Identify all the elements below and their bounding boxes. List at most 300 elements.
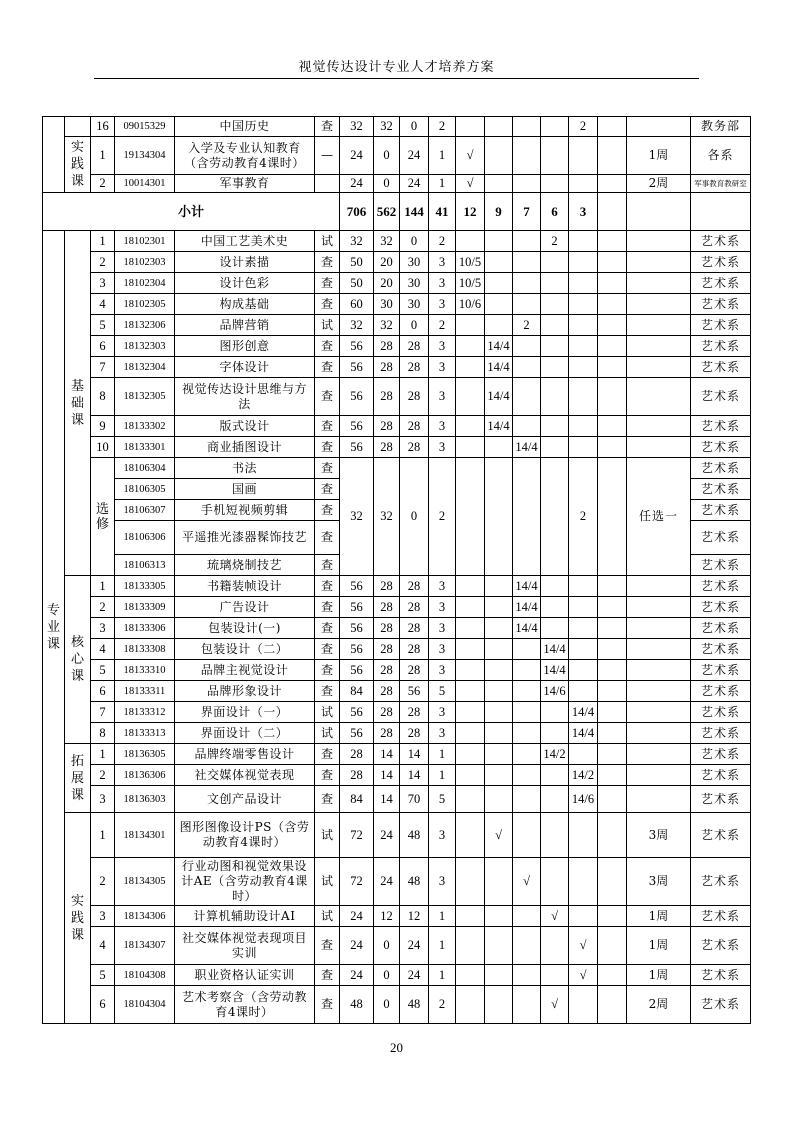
total-hours: 84 — [340, 786, 374, 813]
semester-6 — [598, 660, 627, 681]
category-professional — [43, 231, 65, 1024]
note — [627, 786, 691, 813]
semester-4 — [541, 597, 569, 618]
course-no: 3 — [91, 273, 115, 294]
assessment-type: 查 — [315, 437, 340, 458]
semester-3 — [513, 660, 541, 681]
semester-4 — [541, 378, 569, 416]
course-code: 18132303 — [115, 336, 175, 357]
semester-4 — [541, 576, 569, 597]
practice-hours: 28 — [400, 597, 429, 618]
semester-3 — [513, 786, 541, 813]
credits: 1 — [429, 965, 456, 986]
total-hours: 56 — [340, 336, 374, 357]
semester-2 — [485, 702, 513, 723]
semester-1: √ — [456, 175, 485, 193]
semester-5: √ — [569, 927, 598, 965]
course-code: 18133313 — [115, 723, 175, 744]
semester-1 — [456, 765, 485, 786]
credits: 3 — [429, 336, 456, 357]
semester-1 — [456, 639, 485, 660]
practice-hours: 0 — [400, 117, 429, 137]
elective-semester-1 — [456, 458, 485, 576]
semester-5 — [569, 858, 598, 906]
semester-3 — [513, 906, 541, 927]
total-hours: 56 — [340, 618, 374, 639]
semester-6 — [598, 723, 627, 744]
theory-hours: 32 — [374, 117, 400, 137]
assessment-type: 查 — [315, 416, 340, 437]
course-name: 书法 — [175, 458, 315, 479]
semester-5 — [569, 660, 598, 681]
semester-4: 14/4 — [541, 660, 569, 681]
note: 1周 — [627, 906, 691, 927]
semester-3 — [513, 231, 541, 252]
note — [627, 117, 691, 137]
group-label-extension — [65, 744, 91, 813]
subtotal-label: 小计 — [43, 193, 340, 231]
note: 2周 — [627, 175, 691, 193]
page-number: 20 — [390, 1040, 403, 1055]
theory-hours: 28 — [374, 357, 400, 378]
table-row — [43, 765, 751, 786]
assessment-type: 试 — [315, 906, 340, 927]
semester-4 — [541, 813, 569, 858]
table-row — [43, 193, 751, 231]
theory-hours: 0 — [374, 986, 400, 1024]
course-code: 18133310 — [115, 660, 175, 681]
note — [627, 231, 691, 252]
practice-hours: 12 — [400, 906, 429, 927]
course-name: 商业插图设计 — [175, 437, 315, 458]
group-label-practice — [65, 137, 91, 193]
semester-5: √ — [569, 965, 598, 986]
course-code: 18133308 — [115, 639, 175, 660]
semester-1 — [456, 597, 485, 618]
note — [627, 618, 691, 639]
assessment-type: — — [315, 137, 340, 175]
elective-theory-hours: 32 — [374, 458, 400, 576]
semester-3: √ — [513, 858, 541, 906]
assessment-type: 查 — [315, 458, 340, 479]
group-label-core-text: 核心课 — [70, 635, 84, 684]
practice-hours: 28 — [400, 723, 429, 744]
semester-1: 10/6 — [456, 294, 485, 315]
semester-2 — [485, 906, 513, 927]
course-no: 16 — [91, 117, 115, 137]
assessment-type: 查 — [315, 357, 340, 378]
practice-hours: 28 — [400, 416, 429, 437]
assessment-type: 试 — [315, 858, 340, 906]
semester-4 — [541, 357, 569, 378]
note: 3周 — [627, 813, 691, 858]
course-name: 中国工艺美术史 — [175, 231, 315, 252]
subtotal-note — [627, 193, 691, 231]
assessment-type: 查 — [315, 117, 340, 137]
subtotal-theory: 562 — [374, 193, 400, 231]
semester-6 — [598, 927, 627, 965]
semester-4 — [541, 765, 569, 786]
semester-3 — [513, 175, 541, 193]
subtotal-semester-4: 6 — [541, 193, 569, 231]
course-code: 18106306 — [115, 521, 175, 555]
assessment-type: 查 — [315, 336, 340, 357]
course-name: 包装设计（二） — [175, 639, 315, 660]
course-code: 18132304 — [115, 357, 175, 378]
credits: 3 — [429, 858, 456, 906]
total-hours: 56 — [340, 660, 374, 681]
semester-6 — [598, 639, 627, 660]
practice-hours: 30 — [400, 294, 429, 315]
assessment-type: 查 — [315, 639, 340, 660]
course-name: 文创产品设计 — [175, 786, 315, 813]
course-code: 18106304 — [115, 458, 175, 479]
assessment-type: 查 — [315, 618, 340, 639]
semester-1 — [456, 416, 485, 437]
semester-6 — [598, 378, 627, 416]
course-name: 手机短视频剪辑 — [175, 500, 315, 521]
semester-5 — [569, 315, 598, 336]
elective-semester-2 — [485, 458, 513, 576]
table-row — [43, 357, 751, 378]
semester-3 — [513, 357, 541, 378]
department: 艺术系 — [691, 576, 751, 597]
practice-hours: 24 — [400, 965, 429, 986]
theory-hours: 30 — [374, 294, 400, 315]
semester-3 — [513, 273, 541, 294]
semester-4: √ — [541, 906, 569, 927]
assessment-type: 试 — [315, 702, 340, 723]
semester-6 — [598, 416, 627, 437]
semester-5 — [569, 273, 598, 294]
course-name: 国画 — [175, 479, 315, 500]
semester-6 — [598, 965, 627, 986]
semester-1 — [456, 618, 485, 639]
department: 军事教育教研室 — [691, 175, 751, 193]
semester-4 — [541, 965, 569, 986]
theory-hours: 28 — [374, 618, 400, 639]
semester-4 — [541, 723, 569, 744]
semester-2 — [485, 231, 513, 252]
department: 艺术系 — [691, 294, 751, 315]
theory-hours: 24 — [374, 813, 400, 858]
total-hours: 28 — [340, 765, 374, 786]
semester-6 — [598, 906, 627, 927]
total-hours: 56 — [340, 723, 374, 744]
semester-6 — [598, 273, 627, 294]
credits: 1 — [429, 744, 456, 765]
semester-6 — [598, 357, 627, 378]
course-no: 5 — [91, 965, 115, 986]
table-row — [43, 437, 751, 458]
credits: 2 — [429, 315, 456, 336]
course-code: 18136306 — [115, 765, 175, 786]
course-code: 18133306 — [115, 618, 175, 639]
course-name: 设计色彩 — [175, 273, 315, 294]
semester-2 — [485, 986, 513, 1024]
credits: 3 — [429, 660, 456, 681]
theory-hours: 20 — [374, 273, 400, 294]
semester-5 — [569, 137, 598, 175]
course-code: 18132305 — [115, 378, 175, 416]
course-code: 09015329 — [115, 117, 175, 137]
semester-5: 14/6 — [569, 786, 598, 813]
subtotal-semester-3: 7 — [513, 193, 541, 231]
course-name: 字体设计 — [175, 357, 315, 378]
course-code: 18102303 — [115, 252, 175, 273]
semester-6 — [598, 618, 627, 639]
semester-6 — [598, 986, 627, 1024]
semester-2 — [485, 744, 513, 765]
practice-hours: 70 — [400, 786, 429, 813]
note — [627, 765, 691, 786]
group-label-practice-courses-text: 实践课 — [70, 893, 84, 943]
course-code: 18102304 — [115, 273, 175, 294]
semester-2: 14/4 — [485, 416, 513, 437]
note: 2周 — [627, 986, 691, 1024]
assessment-type: 查 — [315, 927, 340, 965]
table-row — [43, 858, 751, 906]
semester-4: 2 — [541, 231, 569, 252]
semester-5 — [569, 378, 598, 416]
course-no: 1 — [91, 231, 115, 252]
table-row — [43, 660, 751, 681]
semester-2 — [485, 576, 513, 597]
note — [627, 315, 691, 336]
semester-2 — [485, 639, 513, 660]
table-row — [43, 458, 751, 479]
semester-4 — [541, 294, 569, 315]
total-hours: 56 — [340, 378, 374, 416]
practice-hours: 24 — [400, 175, 429, 193]
course-code: 18134305 — [115, 858, 175, 906]
semester-6 — [598, 858, 627, 906]
course-name: 界面设计（一） — [175, 702, 315, 723]
semester-6 — [598, 597, 627, 618]
table-row — [43, 273, 751, 294]
course-no: 2 — [91, 175, 115, 193]
total-hours: 56 — [340, 416, 374, 437]
credits: 3 — [429, 702, 456, 723]
total-hours: 32 — [340, 231, 374, 252]
course-code: 18134301 — [115, 813, 175, 858]
semester-1 — [456, 858, 485, 906]
semester-3: 14/4 — [513, 437, 541, 458]
course-code: 18136305 — [115, 744, 175, 765]
semester-2 — [485, 618, 513, 639]
group-label-extension-text: 拓展课 — [70, 753, 84, 803]
theory-hours: 20 — [374, 252, 400, 273]
total-hours: 24 — [340, 137, 374, 175]
semester-1 — [456, 437, 485, 458]
theory-hours: 0 — [374, 175, 400, 193]
course-code: 18133309 — [115, 597, 175, 618]
semester-5 — [569, 416, 598, 437]
semester-4 — [541, 437, 569, 458]
semester-4: 14/4 — [541, 639, 569, 660]
total-hours: 24 — [340, 927, 374, 965]
credits: 5 — [429, 786, 456, 813]
header-rule — [94, 78, 699, 79]
elective-note: 任选一 — [627, 458, 691, 576]
semester-3: 14/4 — [513, 597, 541, 618]
department: 艺术系 — [691, 315, 751, 336]
note — [627, 723, 691, 744]
theory-hours: 28 — [374, 597, 400, 618]
subtotal-total: 706 — [340, 193, 374, 231]
course-name: 平遥推光漆器髹饰技艺 — [175, 521, 315, 555]
section-left — [43, 117, 65, 193]
table-row — [43, 175, 751, 193]
semester-6 — [598, 137, 627, 175]
semester-2 — [485, 723, 513, 744]
total-hours: 56 — [340, 437, 374, 458]
course-code: 18136303 — [115, 786, 175, 813]
semester-1 — [456, 702, 485, 723]
semester-1 — [456, 315, 485, 336]
subtotal-semester-1: 12 — [456, 193, 485, 231]
course-no: 2 — [91, 858, 115, 906]
table-row — [43, 986, 751, 1024]
semester-1 — [456, 965, 485, 986]
semester-3 — [513, 378, 541, 416]
total-hours: 56 — [340, 357, 374, 378]
theory-hours: 24 — [374, 858, 400, 906]
credits: 3 — [429, 294, 456, 315]
course-code: 10014301 — [115, 175, 175, 193]
semester-4 — [541, 336, 569, 357]
semester-4 — [541, 252, 569, 273]
total-hours: 24 — [340, 965, 374, 986]
theory-hours: 32 — [374, 315, 400, 336]
semester-4 — [541, 273, 569, 294]
assessment-type: 查 — [315, 555, 340, 576]
semester-2: 14/4 — [485, 378, 513, 416]
elective-semester-4 — [541, 458, 569, 576]
course-name: 品牌终端零售设计 — [175, 744, 315, 765]
elective-total-hours: 32 — [340, 458, 374, 576]
semester-5: 14/4 — [569, 702, 598, 723]
semester-5 — [569, 294, 598, 315]
semester-4 — [541, 858, 569, 906]
course-no: 1 — [91, 576, 115, 597]
department: 艺术系 — [691, 858, 751, 906]
department: 艺术系 — [691, 660, 751, 681]
department: 艺术系 — [691, 618, 751, 639]
theory-hours: 0 — [374, 927, 400, 965]
semester-5 — [569, 336, 598, 357]
semester-6 — [598, 702, 627, 723]
assessment-type: 查 — [315, 479, 340, 500]
department: 艺术系 — [691, 273, 751, 294]
semester-2 — [485, 786, 513, 813]
credits: 1 — [429, 906, 456, 927]
semester-3 — [513, 137, 541, 175]
assessment-type: 查 — [315, 660, 340, 681]
assessment-type: 查 — [315, 273, 340, 294]
total-hours: 84 — [340, 681, 374, 702]
course-name: 构成基础 — [175, 294, 315, 315]
course-no: 8 — [91, 723, 115, 744]
table-row — [43, 252, 751, 273]
semester-1 — [456, 357, 485, 378]
total-hours: 56 — [340, 597, 374, 618]
semester-2: 14/4 — [485, 357, 513, 378]
department: 艺术系 — [691, 639, 751, 660]
semester-6 — [598, 175, 627, 193]
practice-hours: 0 — [400, 315, 429, 336]
credits: 3 — [429, 252, 456, 273]
credits: 3 — [429, 576, 456, 597]
semester-3 — [513, 744, 541, 765]
assessment-type: 查 — [315, 500, 340, 521]
table-row — [43, 137, 751, 175]
table-row — [43, 906, 751, 927]
semester-6 — [598, 576, 627, 597]
semester-4 — [541, 175, 569, 193]
table-row — [43, 416, 751, 437]
note — [627, 660, 691, 681]
note — [627, 744, 691, 765]
semester-5: 14/2 — [569, 765, 598, 786]
page-header: 视觉传达设计专业人才培养方案 — [298, 60, 495, 75]
course-no: 10 — [91, 437, 115, 458]
table-row — [43, 294, 751, 315]
credits: 2 — [429, 231, 456, 252]
semester-1 — [456, 660, 485, 681]
department: 艺术系 — [691, 927, 751, 965]
course-no: 8 — [91, 378, 115, 416]
course-name: 社交媒体视觉表现项目实训 — [175, 927, 315, 965]
semester-5 — [569, 986, 598, 1024]
theory-hours: 28 — [374, 660, 400, 681]
theory-hours: 28 — [374, 336, 400, 357]
subtotal-credits: 41 — [429, 193, 456, 231]
practice-hours: 30 — [400, 273, 429, 294]
semester-1 — [456, 576, 485, 597]
credits: 1 — [429, 175, 456, 193]
table-row — [43, 117, 751, 137]
course-no: 3 — [91, 618, 115, 639]
credits: 3 — [429, 437, 456, 458]
credits: 1 — [429, 137, 456, 175]
course-no: 2 — [91, 252, 115, 273]
semester-1 — [456, 927, 485, 965]
practice-hours: 28 — [400, 336, 429, 357]
semester-1: 10/5 — [456, 252, 485, 273]
total-hours: 48 — [340, 986, 374, 1024]
semester-4 — [541, 618, 569, 639]
semester-1 — [456, 813, 485, 858]
semester-6 — [598, 786, 627, 813]
course-name: 设计素描 — [175, 252, 315, 273]
theory-hours: 28 — [374, 576, 400, 597]
semester-3 — [513, 416, 541, 437]
course-no: 2 — [91, 765, 115, 786]
course-no: 4 — [91, 294, 115, 315]
credits: 3 — [429, 597, 456, 618]
course-code: 18133301 — [115, 437, 175, 458]
note — [627, 336, 691, 357]
assessment-type: 查 — [315, 252, 340, 273]
table-row — [43, 618, 751, 639]
elective-practice-hours: 0 — [400, 458, 429, 576]
table-row — [43, 744, 751, 765]
credits: 1 — [429, 927, 456, 965]
table-row — [43, 315, 751, 336]
semester-1 — [456, 378, 485, 416]
course-code: 18106313 — [115, 555, 175, 576]
